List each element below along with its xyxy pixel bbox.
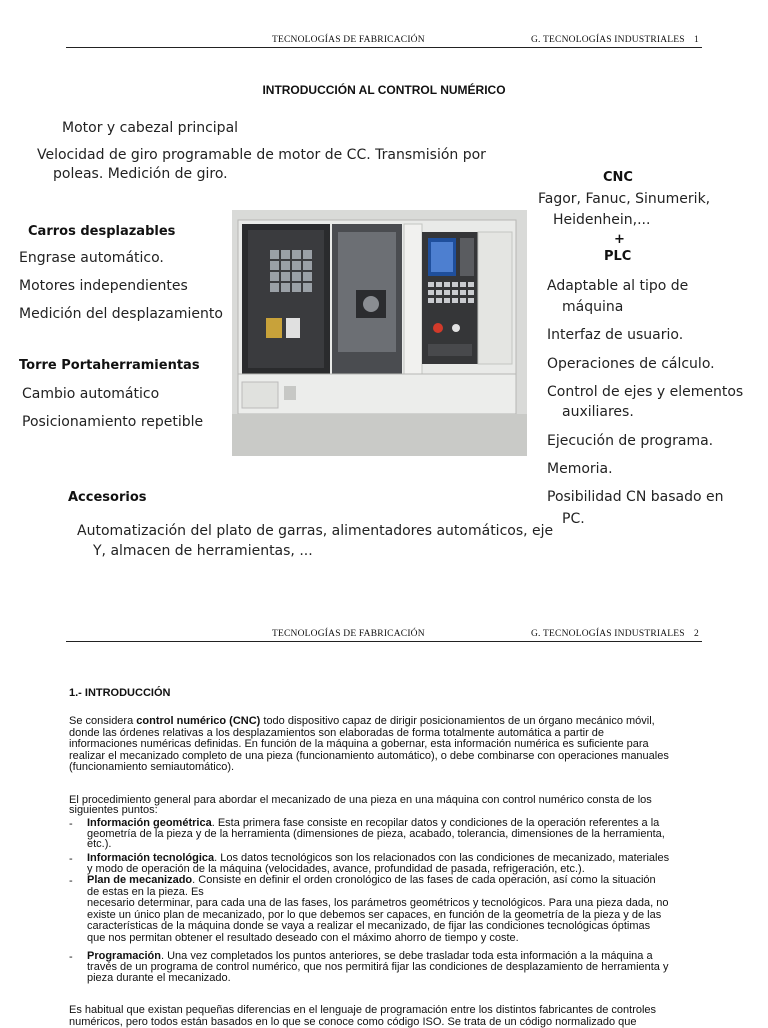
page1-page-number: 1 (694, 35, 699, 45)
paragraph-line: El procedimiento general para abordar el mecanizado de una pieza en una máquina con control numérico consta de los (69, 794, 652, 806)
bullet-plan-de-mecanizado: Plan de mecanizado. Consiste en definir el orden cronológico de las fases de cada operación, así como la situación de estas en la pieza. Es necesario determinar, para cada una de las fases, los parámetros geométricos y tecnológicos. Para una pieza dada, no existe un único plan de mecanizado, por lo que debemos ser capaces, en función de la geometría de la pieza y de las características de la máquina donde se vaya a realizar el mecanizado, de fijar las condiciones tecnológicas óptimas que nos permitan obtener el resultado deseado con el máximo ahorro de tiempo y coste. (87, 874, 669, 944)
bullet-dash: - (69, 875, 73, 887)
paragraph-intro (69, 716, 709, 774)
carros-item-1: Engrase automático. (19, 250, 164, 266)
page2-header-right: G. TECNOLOGÍAS INDUSTRIALES (531, 629, 685, 639)
paragraph-iso-code (69, 1004, 709, 1028)
bullet-dash: - (69, 853, 73, 865)
plc-item: Control de ejes y elementos (547, 384, 744, 400)
carros-title: Carros desplazables (28, 224, 176, 239)
section-title: 1.- INTRODUCCIÓN (69, 687, 171, 699)
bullet-programacion: Programación. Una vez completados los puntos anteriores, se debe trasladar toda esta información a la máquina a través de un programa de control numérico, que nos permitirá fijar las condiciones de desplazamiento de herramienta y pieza durante el mecanizado. (87, 950, 669, 984)
cnc-definition-term: control numérico (CNC) (136, 715, 261, 727)
page1-header-right: G. TECNOLOGÍAS INDUSTRIALES (531, 35, 685, 45)
cnc-brands-line-1: Fagor, Fanuc, Sinumerik, (538, 191, 711, 207)
bullet-dash: - (69, 951, 73, 963)
accesorios-line-1: Automatización del plato de garras, alimentadores automáticos, eje (77, 523, 554, 539)
paragraph-procedure (69, 795, 709, 815)
cnc-brands-line-2: Heidenhein,... (553, 212, 651, 228)
torre-item-2: Posicionamiento repetible (22, 414, 204, 430)
cnc-lathe-photo (232, 210, 527, 456)
plc-title: PLC (604, 249, 632, 264)
page1-header-left: TECNOLOGÍAS DE FABRICACIÓN (272, 35, 425, 45)
motor-title: Motor y cabezal principal (62, 120, 239, 136)
plc-item: Memoria. (547, 461, 613, 477)
accesorios-title: Accesorios (68, 490, 147, 505)
paragraph-line: siguientes puntos: (69, 804, 158, 816)
carros-item-2: Motores independientes (19, 278, 188, 294)
page2-header-left: TECNOLOGÍAS DE FABRICACIÓN (272, 629, 425, 639)
torre-item-1: Cambio automático (22, 386, 160, 402)
carros-item-3: Medición del desplazamiento (19, 306, 223, 322)
plc-item: PC. (562, 511, 585, 527)
paragraph-line: Es habitual que existan pequeñas diferencias en el lenguaje de programación entre los distintos fabricantes de controles (69, 1004, 657, 1016)
bullet-informacion-geometrica: Información geométrica. Esta primera fase consiste en recopilar datos y condiciones de la operación referentes a la geometría de la pieza y de la herramienta (dimensiones de pieza, acabado, tolerancia, dimensiones de la herramienta, etc.). (87, 817, 665, 850)
accesorios-line-2: Y, almacen de herramientas, ... (93, 543, 313, 559)
paragraph-line: donde las órdenes relativas a los desplazamientos son elaboradas de forma totalmente automática a partir de (69, 726, 605, 739)
plc-item: Ejecución de programa. (547, 433, 714, 449)
bullet-informacion-tecnologica: Información tecnológica. Los datos tecnológicos son los relacionados con las condiciones de mecanizado, materiales y modo de operación de la máquina (velocidades, avance, profundidad de pasada, refrigeración, etc.). (87, 852, 670, 875)
paragraph-line: realizar el mecanizado completo de una pieza (funcionamiento automático), o debe combinarse con operaciones manuales (69, 749, 669, 762)
plc-item: Posibilidad CN basado en (547, 489, 724, 505)
plc-item: máquina (562, 299, 624, 315)
motor-line-1: Velocidad de giro programable de motor de CC. Transmisión por (37, 147, 486, 163)
plc-item: Adaptable al tipo de (547, 278, 689, 294)
cnc-machine-illustration (232, 210, 527, 456)
plus-sign: + (614, 232, 625, 247)
page1-title: INTRODUCCIÓN AL CONTROL NUMÉRICO (262, 83, 506, 97)
page2-page-number: 2 (694, 629, 699, 639)
bullet-dash: - (69, 818, 73, 830)
paragraph-line: (funcionamiento semiautomático). (69, 761, 235, 773)
plc-item: Operaciones de cálculo. (547, 356, 715, 372)
page2-header-rule (66, 641, 702, 642)
paragraph-line: numéricos, pero todos están basados en lo que se conoce como código ISO. Se trata de un código normalizado que (69, 1016, 637, 1028)
page1-header-rule (66, 47, 702, 48)
motor-line-2: poleas. Medición de giro. (53, 166, 228, 182)
paragraph-line: Se considera control numérico (CNC) todo dispositivo capaz de dirigir posicionamientos de un órgano mecánico móvil, (69, 715, 655, 727)
cnc-title: CNC (603, 170, 633, 185)
plc-item: auxiliares. (562, 404, 634, 420)
plc-item: Interfaz de usuario. (547, 327, 684, 343)
torre-title: Torre Portaherramientas (19, 358, 200, 373)
paragraph-line: informaciones numéricas definidas. En función de la máquina a gobernar, esta información numérica es suficiente para (69, 738, 649, 750)
